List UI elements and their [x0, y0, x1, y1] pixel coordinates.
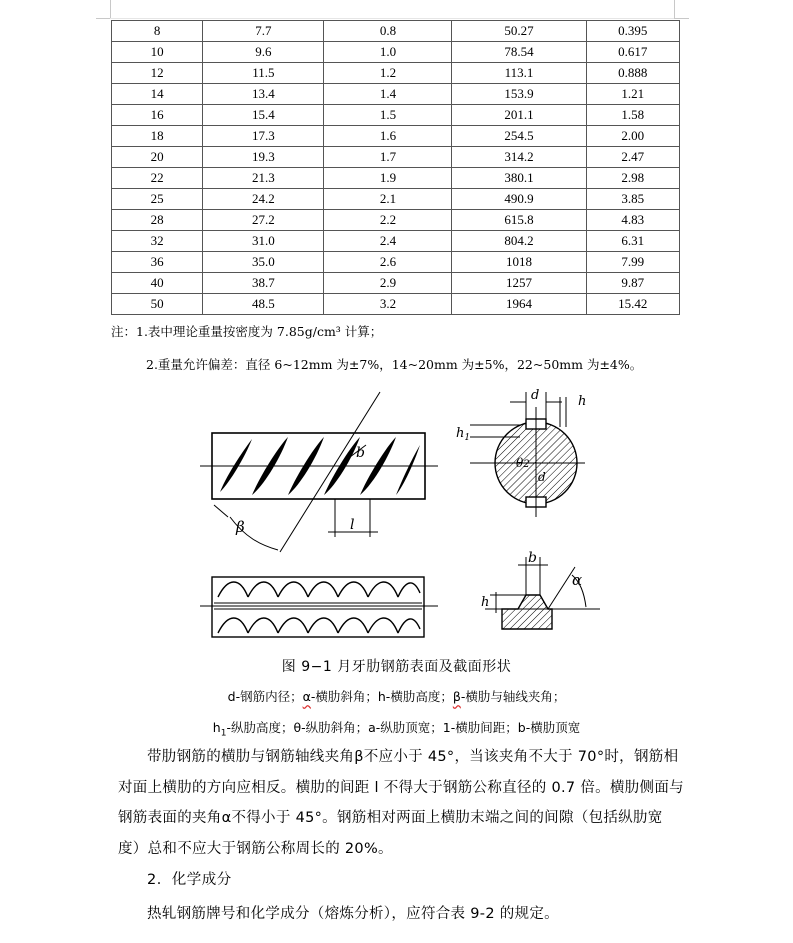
label-b-bottom: b	[528, 550, 537, 566]
table-cell: 0.8	[324, 21, 452, 42]
table-cell: 0.617	[586, 42, 679, 63]
table-row	[112, 63, 680, 84]
table-cell: 1964	[452, 294, 586, 315]
table-cell: 490.9	[452, 189, 586, 210]
label-h-top: h	[578, 394, 587, 409]
table-cell: 9.87	[586, 273, 679, 294]
table-cell: 11.5	[203, 63, 324, 84]
table-note-1: 注：1.表中理论重量按密度为 7.85g/cm³ 计算；	[111, 324, 383, 339]
table-row	[112, 105, 680, 126]
table-row	[112, 210, 680, 231]
page-corner-right	[674, 0, 689, 19]
table-cell: 615.8	[452, 210, 586, 231]
label-l: l	[350, 517, 355, 533]
table-cell: 10	[112, 42, 203, 63]
table-cell: 40	[112, 273, 203, 294]
table-cell: 8	[112, 21, 203, 42]
paragraph-rib-requirements: 带肋钢筋的横肋与钢筋轴线夹角β不应小于 45°，当该夹角不大于 70°时，钢筋相对面上横肋的方向应相反。横肋的间距 l 不得大于钢筋公称直径的 0.7 倍。横肋侧面与钢筋表面的夹角α不得小于 45°。钢筋相对两面上横肋末端之间的间隙（包括纵肋宽度）总和不应大于钢筋公称周长的 20%。	[118, 749, 684, 857]
figure-caption: 图 9−1 月牙肋钢筋表面及截面形状	[281, 659, 512, 675]
table-cell: 1.6	[324, 126, 452, 147]
table-row	[112, 168, 680, 189]
table-cell: 16	[112, 105, 203, 126]
table-row	[112, 189, 680, 210]
figure-legend-line-1: d-钢筋内径；α-横肋斜角；h-横肋高度；β-横肋与轴线夹角；	[227, 689, 566, 704]
table-cell: 2.98	[586, 168, 679, 189]
table-cell: 36	[112, 252, 203, 273]
table-cell: 1.58	[586, 105, 679, 126]
table-cell: 24.2	[203, 189, 324, 210]
page-corner-left	[96, 0, 111, 19]
paragraph-chemical: 热轧钢筋牌号和化学成分（熔炼分析），应符合表 9-2 的规定。	[147, 906, 559, 922]
table-cell: 28	[112, 210, 203, 231]
label-alpha: α	[572, 571, 583, 589]
table-cell: 1.4	[324, 84, 452, 105]
table-cell: 1.9	[324, 168, 452, 189]
table-cell: 254.5	[452, 126, 586, 147]
table-cell: 15.4	[203, 105, 324, 126]
table-cell: 2.1	[324, 189, 452, 210]
table-cell: 1018	[452, 252, 586, 273]
table-cell: 201.1	[452, 105, 586, 126]
table-cell: 1.2	[324, 63, 452, 84]
label-d-inner: d	[538, 470, 546, 484]
table-row	[112, 252, 680, 273]
table-cell: 17.3	[203, 126, 324, 147]
table-cell: 32	[112, 231, 203, 252]
figure-legend-line-2: $h_1-$纵肋高度；θ-纵肋斜角；a-纵肋顶宽；1-横肋间距；b-横肋顶宽	[212, 720, 581, 739]
label-h-bottom: h	[481, 595, 490, 610]
table-cell: 3.85	[586, 189, 679, 210]
table-cell: 1257	[452, 273, 586, 294]
table-cell: 27.2	[203, 210, 324, 231]
table-cell: 2.2	[324, 210, 452, 231]
table-cell: 0.888	[586, 63, 679, 84]
table-cell: 2.6	[324, 252, 452, 273]
table-cell: 50.27	[452, 21, 586, 42]
table-cell: 380.1	[452, 168, 586, 189]
table-cell: 20	[112, 147, 203, 168]
table-cell: 14	[112, 84, 203, 105]
label-h1: $h_1$	[456, 426, 471, 443]
rebar-weight-table	[111, 20, 680, 315]
table-row	[112, 231, 680, 252]
table-cell: 22	[112, 168, 203, 189]
table-note-2: 2.重量允许偏差：直径 6~12mm 为±7%，14~20mm 为±5%，22~50mm 为±4%。	[146, 357, 643, 372]
table-cell: 804.2	[452, 231, 586, 252]
table-cell: 2.9	[324, 273, 452, 294]
table-cell: 78.54	[452, 42, 586, 63]
section-heading-chemical: 2．化学成分	[147, 872, 232, 888]
table-cell: 48.5	[203, 294, 324, 315]
table-cell: 31.0	[203, 231, 324, 252]
table-cell: 1.5	[324, 105, 452, 126]
table-row	[112, 294, 680, 315]
table-cell: 7.7	[203, 21, 324, 42]
table-cell: 35.0	[203, 252, 324, 273]
table-cell: 153.9	[452, 84, 586, 105]
label-d-top: d	[531, 388, 540, 403]
label-b-top: b	[356, 445, 365, 461]
table-cell: 2.4	[324, 231, 452, 252]
table-cell: 15.42	[586, 294, 679, 315]
table-cell: 2.00	[586, 126, 679, 147]
table-row	[112, 126, 680, 147]
rebar-side-view	[200, 577, 438, 637]
rebar-figure	[200, 387, 620, 652]
table-cell: 9.6	[203, 42, 324, 63]
table-cell: 21.3	[203, 168, 324, 189]
table-cell: 113.1	[452, 63, 586, 84]
table-cell: 50	[112, 294, 203, 315]
table-cell: 25	[112, 189, 203, 210]
table-cell: 19.3	[203, 147, 324, 168]
table-cell: 12	[112, 63, 203, 84]
table-cell: 0.395	[586, 21, 679, 42]
table-cell: 314.2	[452, 147, 586, 168]
label-theta: θ2	[516, 456, 530, 470]
table-cell: 1.0	[324, 42, 452, 63]
table-cell: 13.4	[203, 84, 324, 105]
table-row	[112, 147, 680, 168]
table-cell: 1.7	[324, 147, 452, 168]
table-row	[112, 84, 680, 105]
table-row	[112, 21, 680, 42]
table-cell: 7.99	[586, 252, 679, 273]
table-cell: 6.31	[586, 231, 679, 252]
page-top-line	[110, 18, 674, 19]
label-beta: β	[236, 518, 245, 536]
table-row	[112, 42, 680, 63]
table-cell: 3.2	[324, 294, 452, 315]
table-row	[112, 273, 680, 294]
table-cell: 38.7	[203, 273, 324, 294]
rib-section	[485, 557, 600, 629]
rebar-cross-section	[470, 392, 585, 517]
table-cell: 1.21	[586, 84, 679, 105]
table-cell: 4.83	[586, 210, 679, 231]
table-cell: 18	[112, 126, 203, 147]
table-cell: 2.47	[586, 147, 679, 168]
